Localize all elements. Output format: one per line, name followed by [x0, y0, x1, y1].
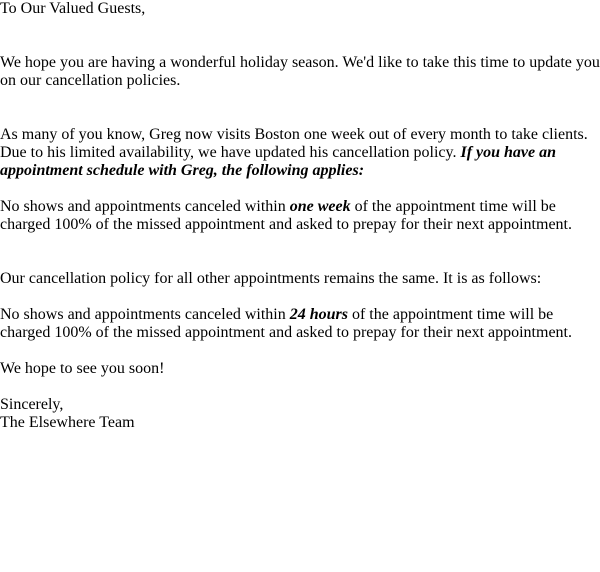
greg-policy-emphasis: If you have an appointment schedule with Greg, the following applies:: [0, 144, 557, 179]
spacer: [0, 180, 600, 198]
other-rule-emphasis: 24 hours: [289, 306, 348, 323]
greg-rule-paragraph: [0, 198, 600, 234]
intro-paragraph: We hope you are having a wonderful holiday season. We'd like to take this time to update you on our cancellation policies.: [0, 54, 600, 89]
greg-rule-after: of the appointment time will be charged 100% of the missed appointment and asked to prepay for their next appointment.: [0, 198, 572, 233]
greg-policy-paragraph: [0, 126, 600, 180]
other-policy-paragraph: Our cancellation policy for all other appointments remains the same. It is as follows:: [0, 270, 542, 287]
spacer: [0, 18, 600, 54]
sign-off: Sincerely,: [0, 396, 64, 413]
other-rule-paragraph: [0, 306, 600, 342]
spacer: [0, 378, 600, 396]
greeting: To Our Valued Guests,: [0, 0, 146, 17]
greg-rule-emphasis: one week: [289, 198, 351, 215]
closing-line: We hope to see you soon!: [0, 360, 165, 377]
spacer: [0, 342, 600, 360]
greg-rule-before: No shows and appointments canceled within: [0, 198, 290, 215]
other-rule-before: No shows and appointments canceled within: [0, 306, 290, 323]
spacer: [0, 288, 600, 306]
other-rule-after: of the appointment time will be charged 100% of the missed appointment and asked to prepay for their next appointment.: [0, 306, 572, 341]
greg-policy-text: As many of you know, Greg now visits Boston one week out of every month to take clients. Due to his limited availability, we have updated his cancellation policy.: [0, 126, 588, 161]
signature: The Elsewhere Team: [0, 414, 135, 431]
spacer: [0, 234, 600, 270]
spacer: [0, 90, 600, 126]
